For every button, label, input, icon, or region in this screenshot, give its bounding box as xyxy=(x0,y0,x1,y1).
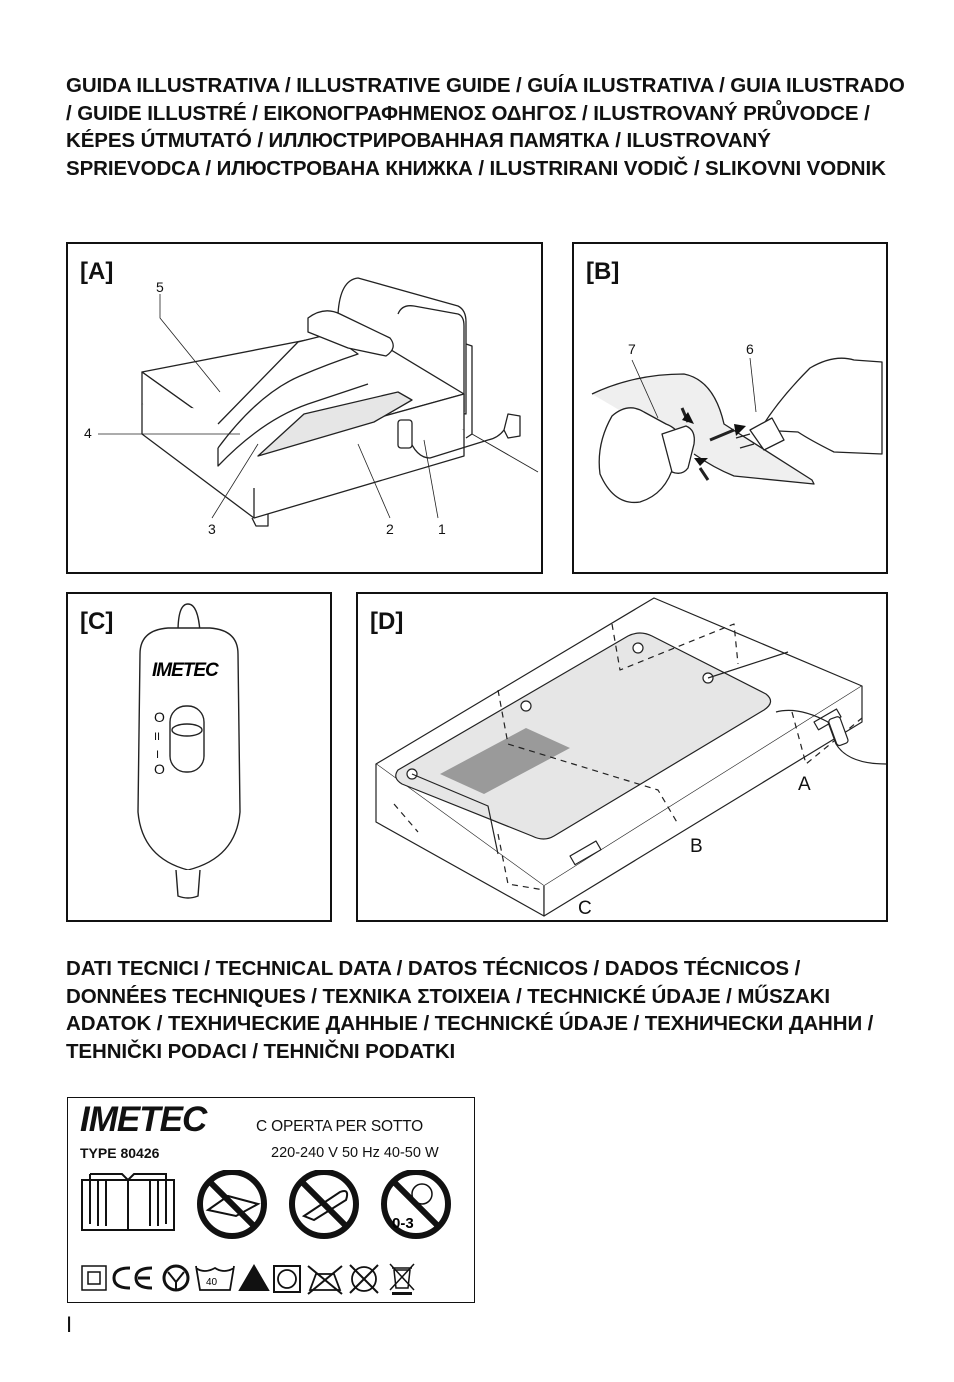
callout-2: 2 xyxy=(386,521,394,537)
callout-6: 6 xyxy=(746,341,754,357)
controller-illustration xyxy=(68,594,330,920)
weee-bin-icon xyxy=(390,1264,414,1295)
callout-5: 5 xyxy=(156,279,164,295)
callout-c: C xyxy=(578,898,592,919)
panel-d-label: [D] xyxy=(370,608,404,635)
panel-c-label: [C] xyxy=(80,608,114,635)
label-product-name: C OPERTA PER SOTTO xyxy=(256,1118,423,1135)
no-pins-icon xyxy=(292,1172,356,1236)
panel-b xyxy=(572,242,888,574)
panel-a xyxy=(66,242,543,574)
imq-mark-icon xyxy=(164,1266,188,1290)
label-brand: IMETEC xyxy=(80,1100,207,1139)
panel-b-label: [B] xyxy=(586,258,620,285)
no-dry-clean-icon xyxy=(350,1265,378,1293)
rating-label xyxy=(67,1097,475,1303)
callout-a: A xyxy=(798,774,811,795)
bed-illustration xyxy=(68,244,541,572)
panel-a-label: [A] xyxy=(80,258,114,285)
technical-data-heading: DATI TECNICI / TECHNICAL DATA / DATOS TÉCNICOS / DADOS TÉCNICOS / DONNÉES TECHNIQUES / ΤΕΧΝΙΚΑ ΣΤΟΙΧΕΙΑ / TECHNICKÉ ÚDAJE / MŰSZAKI ADATOK / ТЕХНИЧЕСКИЕ ДАННЫЕ / TECHNICKÉ ÚDAJE / ТЕХНИЧЕСКИ ДАННИ / TEHNIČKI PODACI / TEHNIČNI PODATKI xyxy=(66,957,874,1063)
switch-pos-2: II xyxy=(154,731,161,743)
callout-7: 7 xyxy=(628,341,636,357)
wash-temp: 40 xyxy=(206,1277,218,1288)
switch-pos-1: I xyxy=(156,749,160,761)
controller-brand: IMETEC xyxy=(152,660,218,681)
callout-1: 1 xyxy=(438,521,446,537)
switch-pos-0: O xyxy=(154,709,165,725)
page-marker: I xyxy=(66,1312,73,1337)
guide-heading: GUIDA ILLUSTRATIVA / ILLUSTRATIVE GUIDE / GUÍA ILUSTRATIVA / GUIA ILUSTRADO / GUIDE ILLUSTRÉ / ΕΙΚΟΝΟΓΡΑΦΗΜΕΝΟΣ ΟΔΗΓΟΣ / ILUSTROVANÝ PRŮVODCE / KÉPES ÚTMUTATÓ / ИЛЛЮСТРИРОВАННАЯ ПАМЯТКА / ILUSTROVANÝ SPRIEVODCA / ИЛЮСТРОВАНА КНИЖКА / ILUSTRIRANI VODIČ / SLIKOVNI VODNIK xyxy=(66,74,905,180)
read-instructions-icon xyxy=(82,1174,174,1230)
plug-connection-illustration xyxy=(574,244,886,572)
no-folding-icon xyxy=(200,1172,264,1236)
label-type: TYPE 80426 xyxy=(80,1145,160,1161)
callout-3: 3 xyxy=(208,521,216,537)
age-badge: 0-3 xyxy=(392,1215,414,1232)
panel-c xyxy=(66,592,332,922)
no-bleach-icon xyxy=(240,1266,268,1290)
switch-pos-off: O xyxy=(154,761,165,777)
tumble-dry-icon xyxy=(274,1266,300,1292)
callout-b: B xyxy=(690,836,703,857)
callout-4: 4 xyxy=(84,425,92,441)
mattress-placement-illustration xyxy=(358,594,886,920)
label-symbols xyxy=(68,1170,473,1300)
label-electrical-rating: 220-240 V 50 Hz 40-50 W xyxy=(271,1145,439,1161)
no-iron-icon xyxy=(308,1266,342,1294)
ce-mark-icon xyxy=(114,1268,152,1288)
panel-d xyxy=(356,592,888,922)
class-ii-icon xyxy=(82,1266,106,1290)
